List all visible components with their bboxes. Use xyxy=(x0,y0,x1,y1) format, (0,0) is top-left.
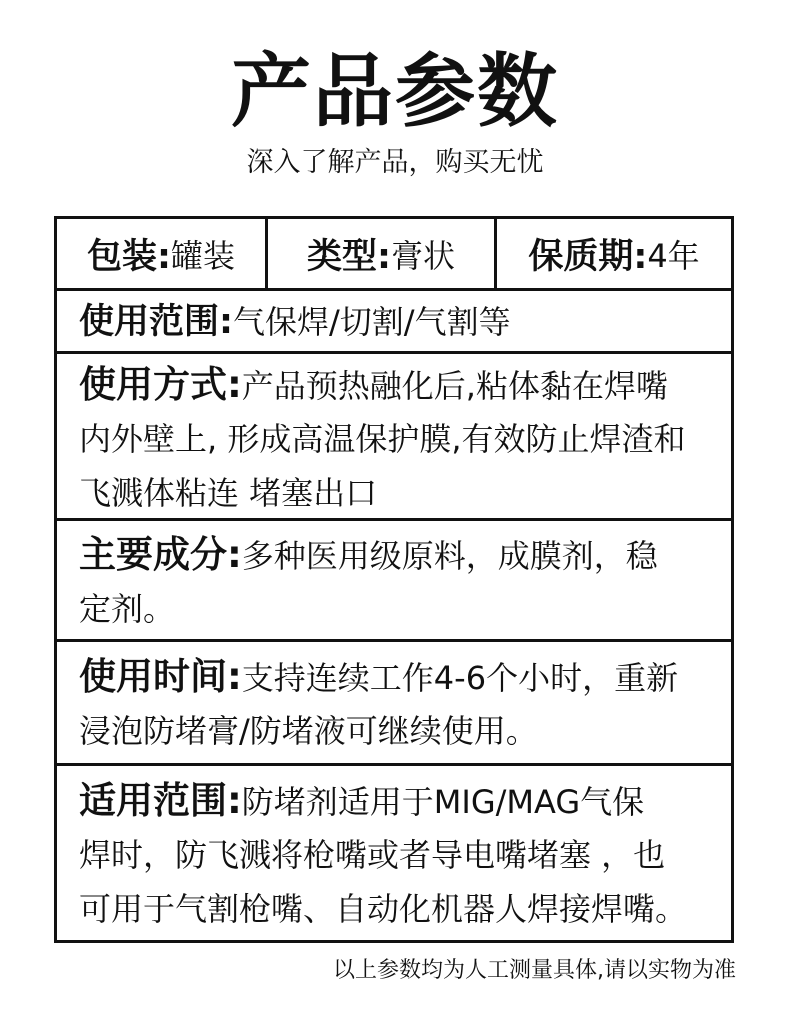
page-title: 产品参数 xyxy=(231,45,559,138)
method-line-2: 内外壁上, 形成高温保护膜,有效防止焊渣和 xyxy=(79,420,686,458)
application-label: 适用范围: xyxy=(79,779,242,822)
ingredients-text xyxy=(79,528,727,636)
duration-line-1: 支持连续工作4-6个小时，重新 xyxy=(241,659,679,697)
ingredients-label: 主要成分: xyxy=(79,533,242,576)
spec-row-basic xyxy=(57,219,731,291)
application-line-2: 焊时，防飞溅将枪嘴或者导电嘴堵塞 ，也 xyxy=(79,836,666,874)
packaging-cell xyxy=(57,219,268,288)
application-text xyxy=(79,774,727,936)
spec-row-duration xyxy=(57,642,731,766)
method-text xyxy=(79,358,727,520)
type-value: 膏状 xyxy=(390,236,455,275)
application-line-3: 可用于气割枪嘴、自动化机器人焊接焊嘴。 xyxy=(79,890,688,928)
spec-table xyxy=(54,216,734,943)
packaging-value: 罐装 xyxy=(170,236,235,275)
ingredients-line-1: 多种医用级原料，成膜剂，稳 xyxy=(241,537,658,575)
duration-label: 使用时间: xyxy=(79,655,242,698)
method-line-1: 产品预热融化后,粘体黏在焊嘴 xyxy=(241,367,668,405)
spec-row-ingredients xyxy=(57,521,731,642)
type-label: 类型: xyxy=(306,236,391,277)
duration-text xyxy=(79,650,727,758)
duration-line-2: 浸泡防堵膏/防堵液可继续使用。 xyxy=(79,712,538,750)
spec-row-scope xyxy=(57,291,731,354)
spec-row-application xyxy=(57,766,731,940)
shelf-life-cell xyxy=(497,219,731,288)
packaging-label: 包装: xyxy=(86,236,171,277)
method-label: 使用方式: xyxy=(79,363,242,406)
scope-value: 气保焊/切割/气割等 xyxy=(233,303,511,341)
method-line-3: 飞溅体粘连 堵塞出口 xyxy=(79,474,378,512)
type-cell xyxy=(268,219,497,288)
spec-row-method xyxy=(57,354,731,521)
scope-text xyxy=(79,295,727,349)
disclaimer-note: 以上参数均为人工测量具体,请以实物为准 xyxy=(333,958,736,983)
application-line-1: 防堵剂适用于MIG/MAG气保 xyxy=(241,783,645,821)
shelf-life-label: 保质期: xyxy=(528,236,648,277)
shelf-life-value: 4年 xyxy=(647,236,700,275)
scope-label: 使用范围: xyxy=(79,302,233,342)
page-subtitle: 深入了解产品，购买无忧 xyxy=(246,147,544,178)
ingredients-line-2: 定剂。 xyxy=(79,590,176,628)
